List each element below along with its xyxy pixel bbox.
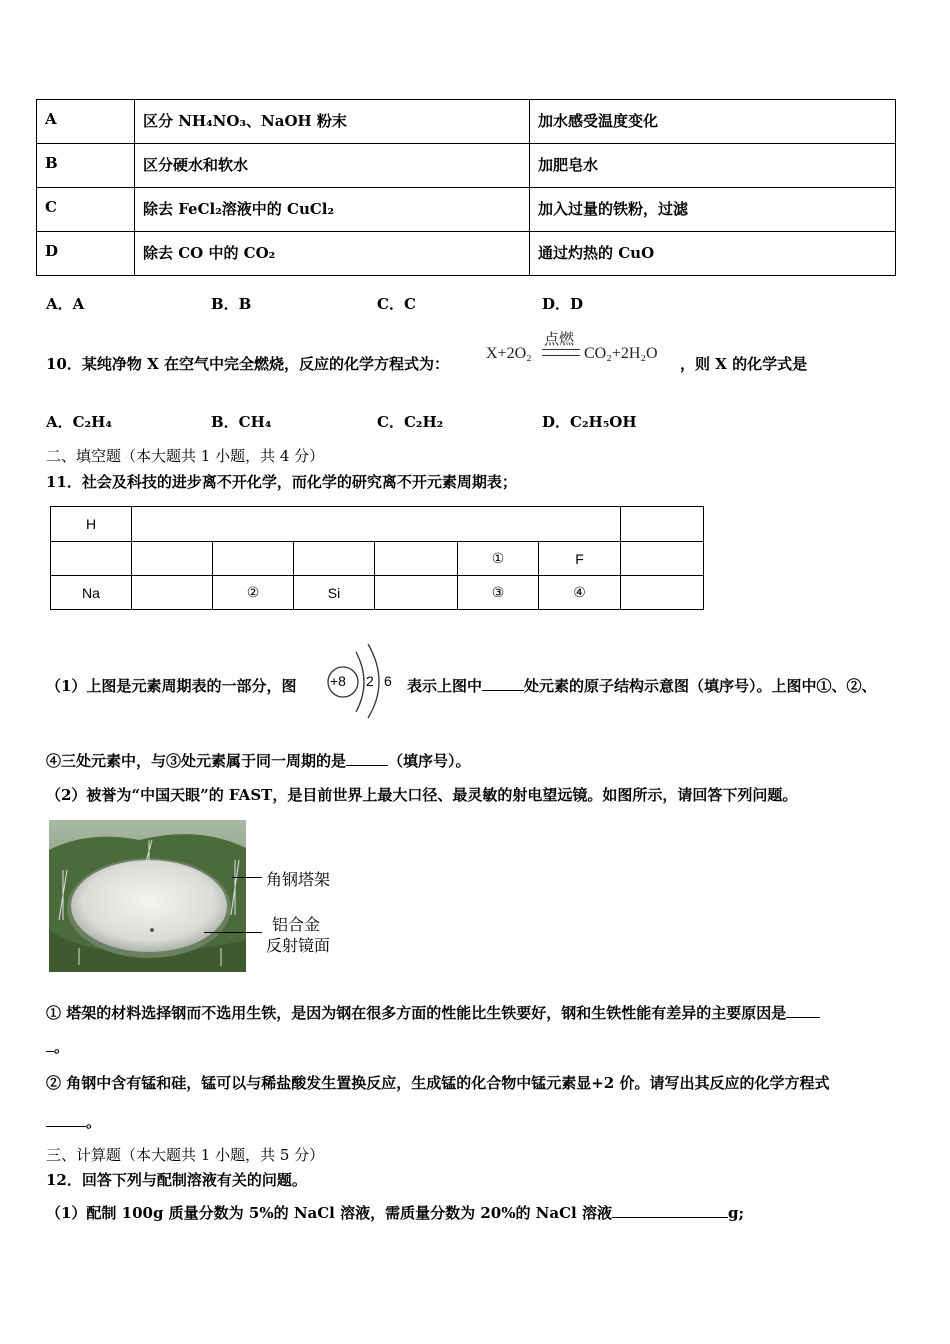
answer-blank[interactable] [46, 1112, 86, 1127]
table-row [37, 144, 896, 188]
fig-label-mirror-1: 铝合金 [272, 915, 321, 934]
cell-marker-4: ④ [538, 575, 621, 610]
cell-empty [620, 506, 704, 542]
q9-choice-b: B．B [211, 295, 252, 313]
cell-empty [620, 575, 704, 610]
q10-stem [46, 354, 449, 374]
cell-marker-1: ① [457, 541, 539, 576]
equation-condition: 点燃 [544, 332, 575, 348]
q11-p1-text-a: （1）上图是元素周期表的一部分，图 [46, 677, 297, 695]
cell-marker-3: ③ [457, 575, 539, 610]
fig-label-tower: 角钢塔架 [266, 870, 331, 889]
q10-stem-suffix: ，则 X 的化学式是 [680, 355, 808, 373]
fig-label-mirror-2: 反射镜面 [266, 936, 331, 955]
answer-blank[interactable] [46, 1037, 54, 1052]
q11-sub2-end-text: 。 [86, 1113, 102, 1131]
section3-heading: 三、计算题（本大题共 1 小题，共 5 分） [46, 1146, 325, 1164]
answer-blank[interactable] [612, 1203, 728, 1218]
answer-blank[interactable] [786, 1003, 820, 1018]
atom-shell-2: 6 [384, 673, 392, 689]
q11-sub2-end [46, 1112, 101, 1132]
table-row [37, 100, 896, 144]
cell-gap [131, 506, 621, 542]
cell-h: H [50, 506, 132, 542]
q11-sub1-text: ① 塔架的材料选择钢而不选用生铁，是因为钢在很多方面的性能比生铁要好，钢和生铁性能有差异的主要原因是 [46, 1004, 787, 1022]
q10-choice-d: D．C₂H₅OH [542, 413, 637, 431]
equation-left: X+2O₂ [486, 345, 532, 362]
q9-choice-d: D．D [542, 295, 584, 313]
q12-p1 [46, 1203, 744, 1223]
cell-empty [131, 541, 213, 576]
cell-empty [620, 541, 704, 576]
table-row [37, 232, 896, 276]
cell-empty [374, 575, 458, 610]
cell-empty [50, 541, 132, 576]
equation-right: CO₂+2H₂O [584, 345, 658, 362]
row-purpose: 区分硬水和软水 [135, 144, 530, 188]
label-pointer-line [232, 877, 262, 878]
cell-empty [131, 575, 213, 610]
options-table [36, 99, 896, 276]
row-purpose: 除去 FeCl₂溶液中的 CuCl₂ [135, 188, 530, 232]
q9-choice-c: C．C [377, 295, 416, 313]
answer-blank[interactable] [482, 676, 524, 691]
q10-choice-c: C．C₂H₂ [377, 413, 444, 431]
q9-choice-a: A．A [46, 295, 85, 313]
q11-p1-text-b: 表示上图中 [407, 677, 483, 695]
atom-structure-diagram [324, 638, 402, 720]
q11-p1-text-c: 处元素的原子结构示意图（填序号）。上图中①、②、 [524, 677, 877, 695]
fast-telescope-image [49, 820, 246, 972]
q12-p1-text: （1）配制 100g 质量分数为 5%的 NaCl 溶液，需质量分数为 20%的 NaCl 溶液 [46, 1204, 612, 1222]
label-pointer-line [204, 932, 262, 933]
cell-si: Si [293, 575, 375, 610]
row-label: C [37, 188, 135, 232]
q11-sub1-end [46, 1037, 69, 1057]
cell-empty [293, 541, 375, 576]
cell-empty [212, 541, 294, 576]
cell-empty [374, 541, 458, 576]
fast-telescope-icon [49, 820, 246, 972]
q10-choice-a: A．C₂H₄ [46, 413, 112, 431]
atom-shell-1: 2 [366, 673, 374, 689]
q11-p1-text-d: ④三处元素中，与③处元素属于同一周期的是 [46, 752, 347, 770]
atom-nucleus: +8 [330, 673, 346, 689]
cell-na: Na [50, 575, 132, 610]
cell-f: F [538, 541, 621, 576]
row-label: A [37, 100, 135, 144]
row-purpose: 区分 NH₄NO₃、NaOH 粉末 [135, 100, 530, 144]
q11-sub2-text: ② 角钢中含有锰和硅，锰可以与稀盐酸发生置换反应，生成锰的化合物中锰元素显+2 价。请写出其反应的化学方程式 [46, 1074, 830, 1092]
answer-blank[interactable] [346, 751, 388, 766]
q12-p1-unit: g; [727, 1204, 744, 1222]
row-method: 通过灼热的 CuO [530, 232, 896, 276]
section2-heading: 二、填空题（本大题共 1 小题，共 4 分） [46, 447, 325, 465]
periodic-table [50, 506, 704, 610]
cell-marker-2: ② [212, 575, 294, 610]
q10-choice-b: B．CH₄ [211, 413, 272, 431]
q10-stem-prefix: 10．某纯净物 X 在空气中完全燃烧，反应的化学方程式为： [46, 355, 449, 373]
row-method: 加入过量的铁粉，过滤 [530, 188, 896, 232]
table-row [37, 188, 896, 232]
q11-stem: 11．社会及科技的进步离不开化学，而化学的研究离不开元素周期表； [46, 473, 517, 491]
q11-p1-line1 [407, 676, 877, 696]
row-purpose: 除去 CO 中的 CO₂ [135, 232, 530, 276]
row-label: B [37, 144, 135, 188]
row-label: D [37, 232, 135, 276]
q11-p2-text: （2）被誉为“中国天眼”的 FAST，是目前世界上最大口径、最灵敏的射电望远镜。如图所示，请回答下列问题。 [46, 786, 798, 804]
q11-p1-line2 [46, 751, 471, 771]
q11-p1-text-e: （填序号）。 [388, 752, 471, 770]
equation-equals-sign [542, 349, 580, 356]
row-method: 加肥皂水 [530, 144, 896, 188]
q11-sub1-end-text: 。 [54, 1038, 70, 1056]
q11-sub1 [46, 1003, 820, 1023]
row-method: 加水感受温度变化 [530, 100, 896, 144]
q12-stem: 12．回答下列与配制溶液有关的问题。 [46, 1171, 307, 1189]
